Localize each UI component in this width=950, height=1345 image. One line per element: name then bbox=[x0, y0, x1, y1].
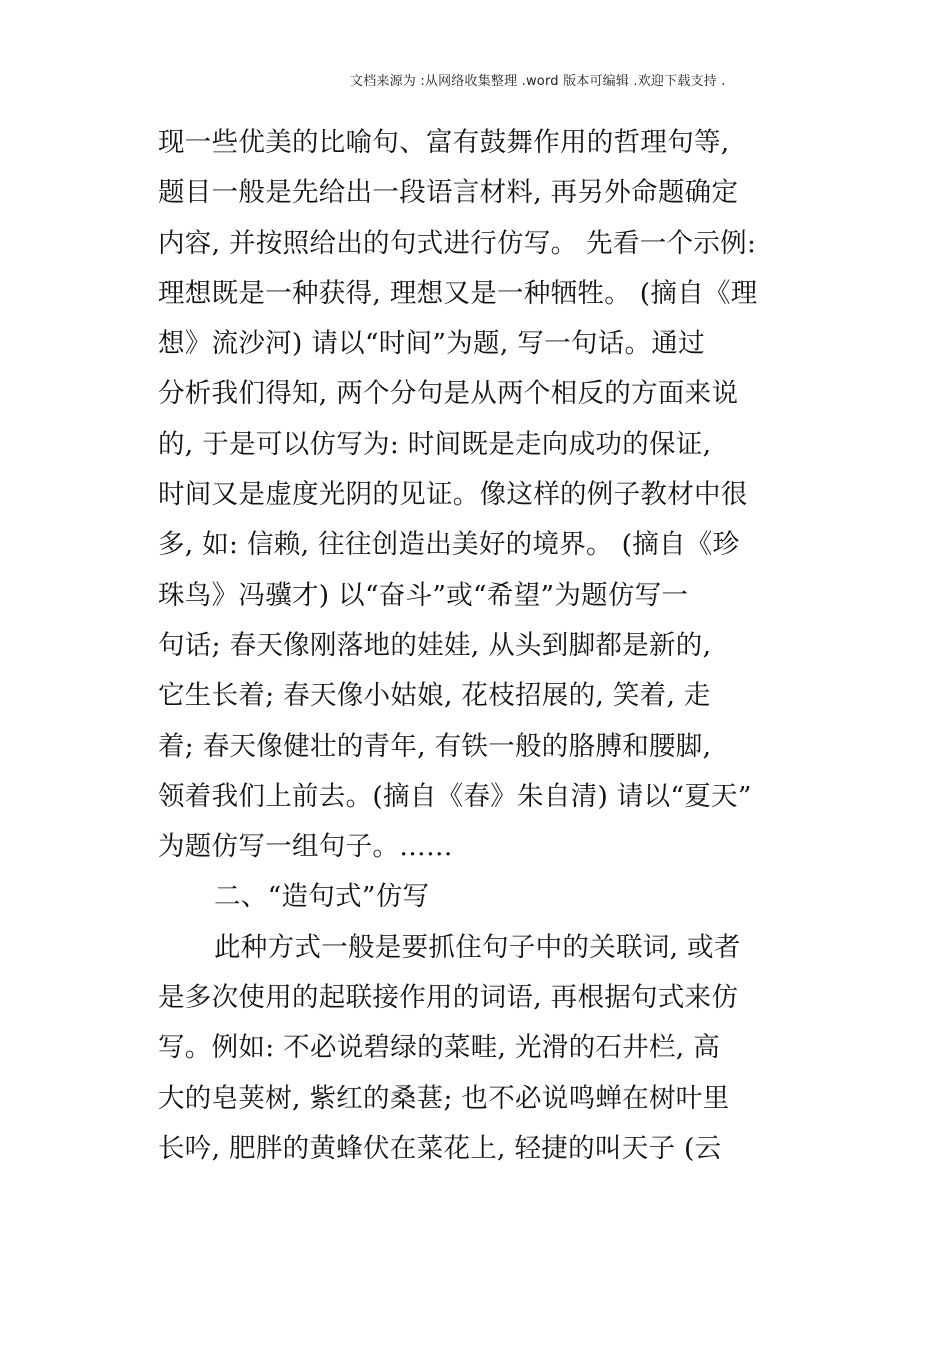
page-header bbox=[0, 70, 950, 92]
text-line: 大的皂荚树, 紫红的桑葚; 也不必说鸣蝉在树叶里 bbox=[158, 1082, 730, 1114]
text-line: 现一些优美的比喻句、富有鼓舞作用的哲理句等, bbox=[158, 127, 730, 158]
text-line: 此种方式一般是要抓住句子中的关联词, 或者 bbox=[214, 931, 741, 963]
document-body bbox=[158, 118, 858, 1174]
text-line: 内容, 并按照给出的句式进行仿写。 先看一个示例: bbox=[158, 227, 757, 259]
text-line: 着; 春天像健壮的青年, 有铁一般的胳膊和腰脚, bbox=[158, 730, 712, 762]
text-line: 分析我们得知, 两个分句是从两个相反的方面来说 bbox=[158, 378, 739, 410]
text-line: 长吟, 肥胖的黄蜂伏在菜花上, 轻捷的叫天子 (云 bbox=[158, 1132, 722, 1164]
text-line: 题目一般是先给出一段语言材料, 再另外命题确定 bbox=[158, 177, 739, 209]
text-line: 的, 于是可以仿写为: 时间既是走向成功的保证, bbox=[158, 428, 712, 460]
text-line: 珠鸟》冯骥才) 以“奋斗”或“希望”为题仿写一 bbox=[158, 579, 689, 611]
text-line: 为题仿写一组句子。…… bbox=[158, 831, 453, 863]
text-line: 写。例如: 不必说碧绿的菜畦, 光滑的石井栏, 高 bbox=[158, 1032, 721, 1064]
text-line: 句话; 春天像刚落地的娃娃, 从头到脚都是新的, bbox=[158, 629, 712, 661]
text-line: 领着我们上前去。(摘自《春》朱自清) 请以“夏天” bbox=[158, 780, 752, 812]
text-line: 它生长着; 春天像小姑娘, 花枝招展的, 笑着, 走 bbox=[158, 680, 711, 712]
text-line: 理想既是一种获得, 理想又是一种牺牲。 (摘自《理 bbox=[158, 277, 758, 309]
text-line: 想》流沙河) 请以“时间”为题, 写一句话。通过 bbox=[158, 328, 705, 360]
text-line: 多, 如: 信赖, 往往创造出美好的境界。 (摘自《珍 bbox=[158, 529, 740, 561]
text-line: 是多次使用的起联接作用的词语, 再根据句式来仿 bbox=[158, 982, 739, 1014]
section-heading: 二、“造句式”仿写 bbox=[214, 881, 430, 913]
header-source-note: 文档来源为 :从网络收集整理 .word 版本可编辑 .欢迎下载支持 . bbox=[350, 74, 726, 89]
text-line: 时间又是虚度光阴的见证。像这样的例子教材中很 bbox=[158, 479, 748, 511]
